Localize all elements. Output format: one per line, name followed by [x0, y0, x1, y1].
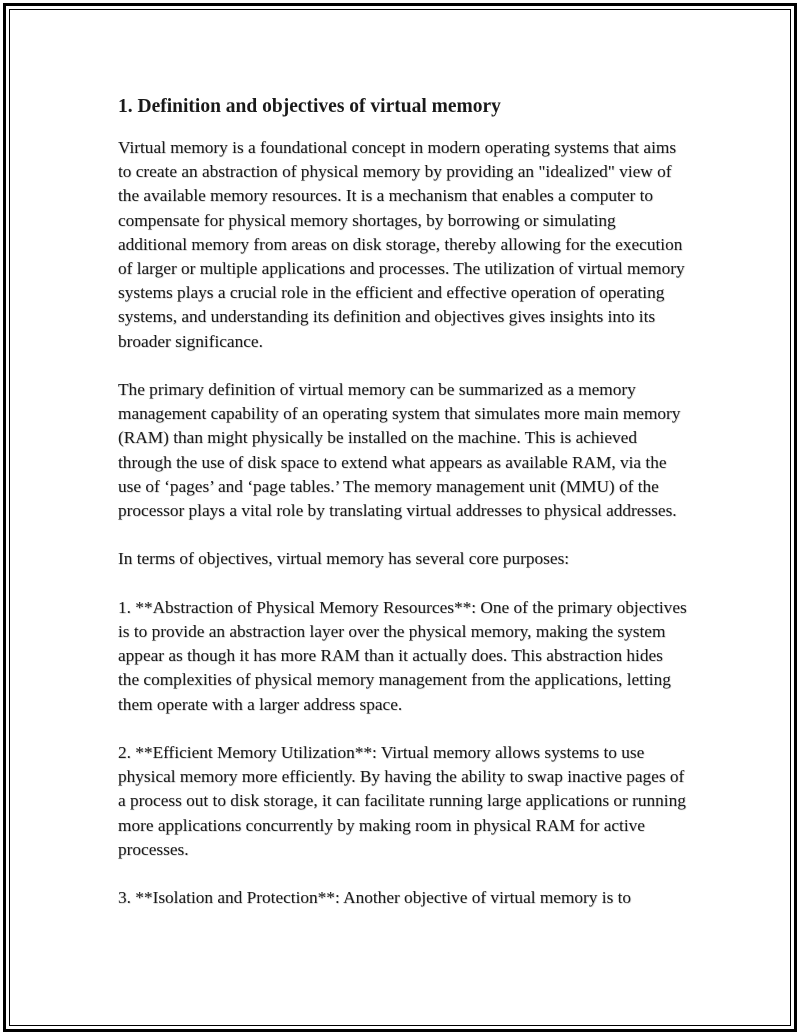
paragraph-objective-efficiency: 2. **Efficient Memory Utilization**: Virtual memory allows systems to use physical memory more efficiently. By having the ability to swap inactive pages of a process out to disk storage, it can facilitate running large applications or running more applications concurrently by making room in physical RAM for active processes.: [118, 743, 686, 859]
paragraph-objectives-intro: In terms of objectives, virtual memory has several core purposes:: [118, 549, 570, 569]
paragraph-objective-isolation: 3. **Isolation and Protection**: Another objective of virtual memory is to: [118, 888, 632, 908]
paragraph-definition: The primary definition of virtual memory can be summarized as a memory management capability of an operating system that simulates more main memory (RAM) than might physically be installed on the machine. This is achieved through the use of disk space to extend what appears as available RAM, via the use of ‘pages’ and ‘page tables.’ The memory management unit (MMU) of the processor plays a vital role by translating virtual addresses to physical addresses.: [118, 380, 681, 521]
document-body: [118, 94, 688, 935]
paragraph-intro: Virtual memory is a foundational concept in modern operating systems that aims to create an abstraction of physical memory by providing an "idealized" view of the available memory resources. It is a mechanism that enables a computer to compensate for physical memory shortages, by borrowing or simulating additional memory from areas on disk storage, thereby allowing for the execution of larger or multiple applications and processes. The utilization of virtual memory systems plays a crucial role in the efficient and effective operation of operating systems, and understanding its definition and objectives gives insights into its broader significance.: [118, 138, 685, 351]
section-heading: 1. Definition and objectives of virtual memory: [118, 96, 501, 117]
paragraph-objective-abstraction: 1. **Abstraction of Physical Memory Resources**: One of the primary objectives is to provide an abstraction layer over the physical memory, making the system appear as though it has more RAM than it actually does. This abstraction hides the complexities of physical memory management from the applications, letting them operate with a larger address space.: [118, 597, 687, 714]
